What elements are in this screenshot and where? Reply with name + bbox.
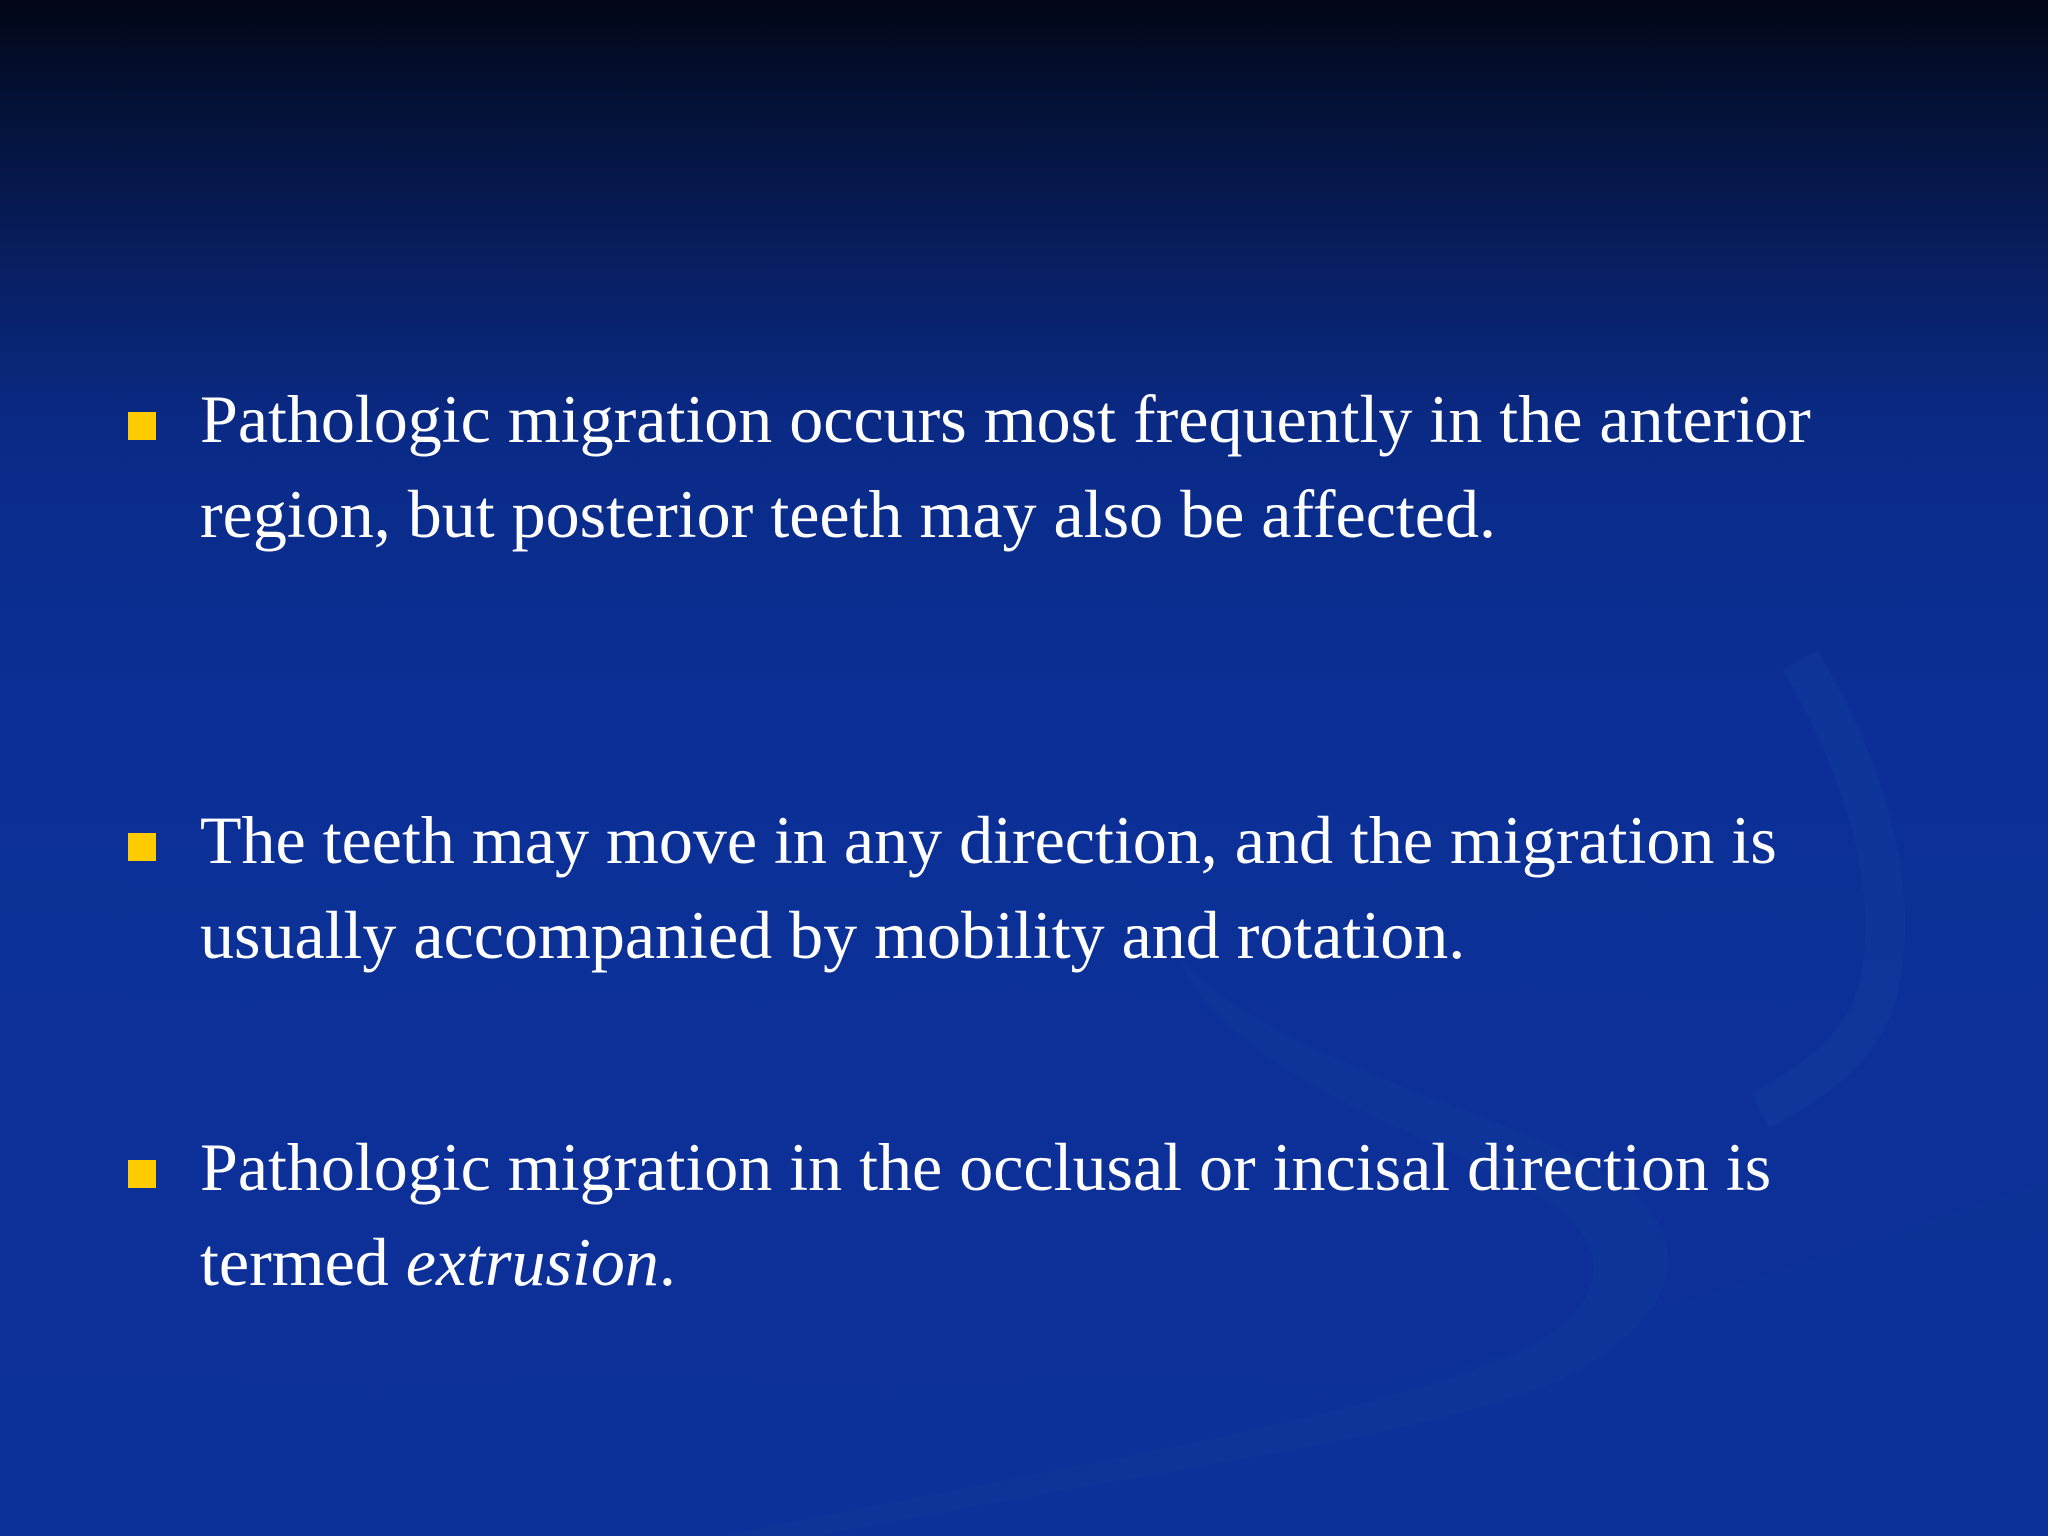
bullet-text: Pathologic migration in the occlusal or incisal direction is termed: [200, 1129, 1772, 1300]
yellow-square-bullet-icon: [128, 412, 156, 440]
bullet-text: The teeth may move in any direction, and the migration is usually accompanied by mobility and rotation.: [200, 802, 1777, 973]
yellow-square-bullet-icon: [128, 833, 156, 861]
bullet-item: [200, 372, 1960, 562]
bullet-item: [200, 793, 1960, 983]
bullet-emphasis-term: extrusion: [405, 1224, 659, 1300]
bullet-text: Pathologic migration occurs most frequently in the anterior region, but posterior teeth may also be affected.: [200, 381, 1811, 552]
bullet-item: [200, 1120, 1960, 1310]
yellow-square-bullet-icon: [128, 1160, 156, 1188]
bullet-text-end: .: [658, 1224, 676, 1300]
